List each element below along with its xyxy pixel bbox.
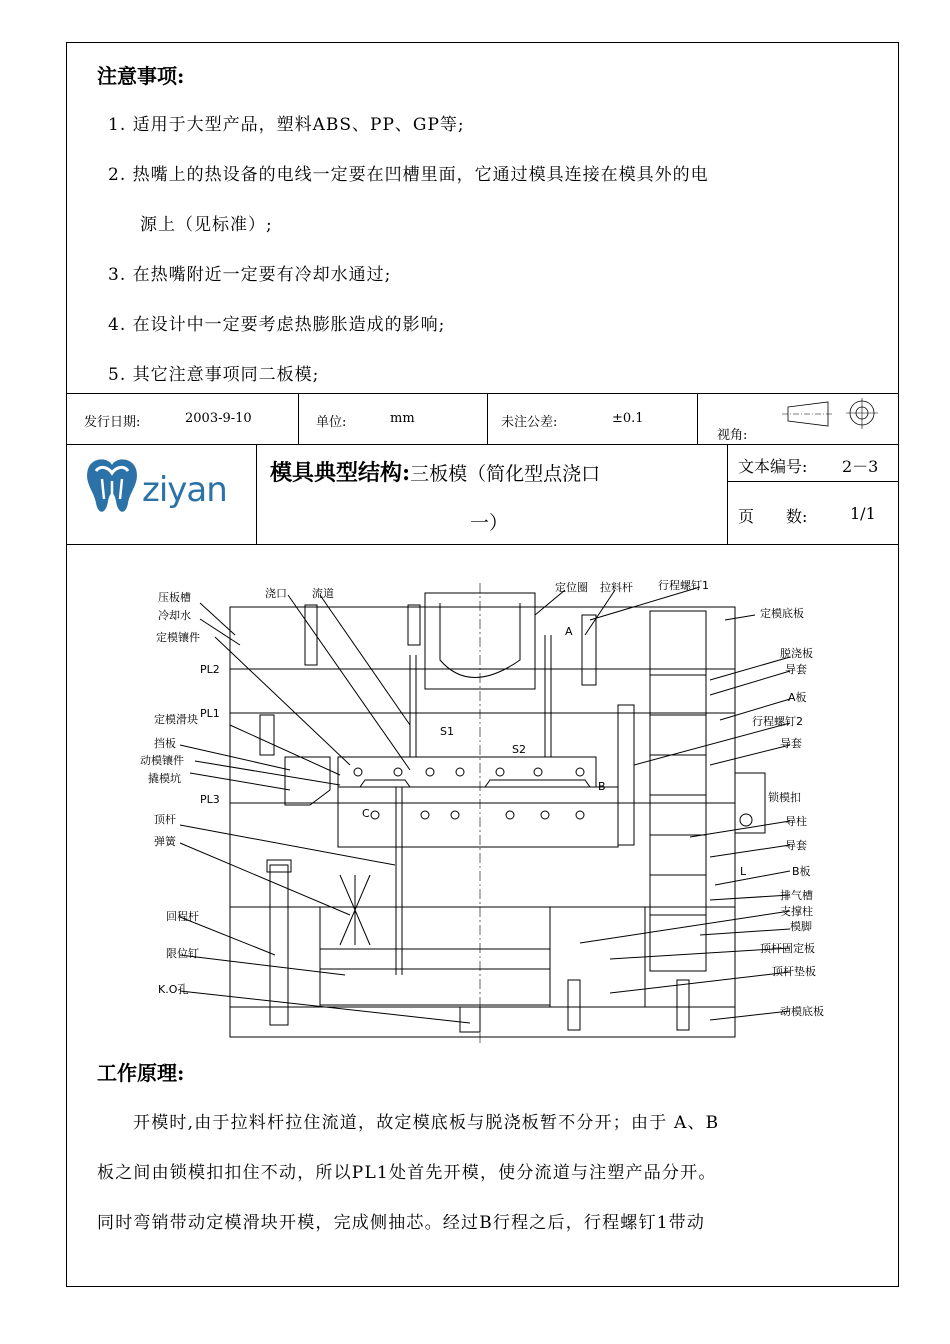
drawing-label: 定模底板 xyxy=(760,607,804,620)
unit-label: 单位: xyxy=(316,415,347,430)
drawing-label: A板 xyxy=(788,691,807,704)
doc-number-label: 文本编号: xyxy=(738,457,808,476)
drawing-label: 排气槽 xyxy=(780,889,813,902)
drawing-label: 定位圈 xyxy=(555,581,588,594)
dimension-label: B xyxy=(598,780,606,793)
drawing-label: 限位钉 xyxy=(166,947,199,960)
paragraph-line: 同时弯销带动定模滑块开模，完成侧抽芯。经过B行程之后，行程螺钉1带动 xyxy=(97,1213,706,1233)
paragraph-line: 板之间由锁模扣扣住不动，所以PL1处首先开模，使分流道与注塑产品分开。 xyxy=(97,1163,717,1183)
drawing-label: 挡板 xyxy=(154,737,176,750)
divider xyxy=(256,444,257,544)
unit-value: mm xyxy=(390,411,415,426)
drawing-label: 顶杆 xyxy=(154,813,176,826)
dimension-label: A xyxy=(565,625,573,638)
drawing-label: 浇口 xyxy=(265,587,287,600)
drawing-label: 定模镶件 xyxy=(156,631,200,644)
divider xyxy=(697,393,698,444)
drawing-label: 动模底板 xyxy=(780,1005,824,1018)
divider xyxy=(66,544,899,545)
note-item: 3. 在热嘴附近一定要有冷却水通过; xyxy=(108,265,392,285)
drawing-label: 锁模扣 xyxy=(768,791,801,804)
drawing-label: PL3 xyxy=(200,793,220,806)
mold-structure-drawing xyxy=(140,575,840,1050)
drawing-label: 定模滑块 xyxy=(154,713,198,726)
note-item: 4. 在设计中一定要考虑热膨胀造成的影响; xyxy=(108,315,446,335)
tooth-logo-icon xyxy=(82,455,142,517)
company-logo-text: ziyan xyxy=(142,470,227,510)
notes-title: 注意事项: xyxy=(97,64,185,88)
doc-number-value: 2－3 xyxy=(842,457,879,476)
tolerance-label: 未注公差: xyxy=(501,415,558,430)
drawing-label: K.O孔 xyxy=(158,983,189,996)
working-principle-title: 工作原理: xyxy=(97,1061,185,1085)
drawing-label: 冷却水 xyxy=(158,609,191,622)
divider xyxy=(727,481,899,482)
divider xyxy=(727,444,728,544)
view-label: 视角: xyxy=(717,428,748,443)
dimension-label: S2 xyxy=(512,743,526,756)
drawing-label: 支撑柱 xyxy=(780,905,813,918)
paragraph-line: 开模时,由于拉料杆拉住流道，故定模底板与脱浇板暂不分开；由于 A、B xyxy=(133,1113,720,1133)
drawing-label: PL1 xyxy=(200,707,220,720)
drawing-label: 导套 xyxy=(780,737,802,750)
dimension-label: C xyxy=(362,807,370,820)
drawing-label: 导套 xyxy=(785,663,807,676)
drawing-label: 导柱 xyxy=(785,815,807,828)
issue-date-value: 2003-9-10 xyxy=(185,411,252,426)
drawing-label: 压板槽 xyxy=(158,591,191,604)
drawing-label: B板 xyxy=(792,865,811,878)
drawing-label: 动模镶件 xyxy=(140,754,184,767)
page-title: 模具典型结构:三板模（简化型点浇口 xyxy=(270,460,601,486)
page-count-label: 页 数: xyxy=(738,507,808,526)
drawing-label: 脱浇板 xyxy=(780,647,813,660)
dimension-label: L xyxy=(740,865,747,878)
drawing-label: 行程螺钉2 xyxy=(752,715,803,728)
page-count-value: 1/1 xyxy=(850,504,876,523)
dimension-label: S1 xyxy=(440,725,454,738)
note-item: 5. 其它注意事项同二板模; xyxy=(108,365,320,385)
note-item: 源上（见标准）; xyxy=(140,215,273,235)
drawing-label: 拉料杆 xyxy=(600,581,633,594)
drawing-label: 流道 xyxy=(312,587,334,600)
drawing-label: 顶杆固定板 xyxy=(760,942,815,955)
drawing-label: 回程杆 xyxy=(166,910,199,923)
drawing-label: 弹簧 xyxy=(154,835,176,848)
note-item: 2. 热嘴上的热设备的电线一定要在凹槽里面，它通过模具连接在模具外的电 xyxy=(108,165,709,185)
drawing-label: 模脚 xyxy=(790,920,812,933)
drawing-label: 撬模坑 xyxy=(148,772,181,785)
page-title-continued: 一） xyxy=(470,512,509,534)
projection-symbol-icon xyxy=(780,398,885,432)
drawing-label: 行程螺钉1 xyxy=(658,579,709,592)
divider xyxy=(298,393,299,444)
drawing-label: 顶杆垫板 xyxy=(772,965,816,978)
divider xyxy=(66,393,899,394)
drawing-label: PL2 xyxy=(200,663,220,676)
issue-date-label: 发行日期: xyxy=(84,415,141,430)
drawing-label: 导套 xyxy=(785,839,807,852)
tolerance-value: ±0.1 xyxy=(612,411,644,426)
divider xyxy=(66,444,899,445)
divider xyxy=(487,393,488,444)
note-item: 1. 适用于大型产品，塑料ABS、PP、GP等; xyxy=(108,115,465,135)
